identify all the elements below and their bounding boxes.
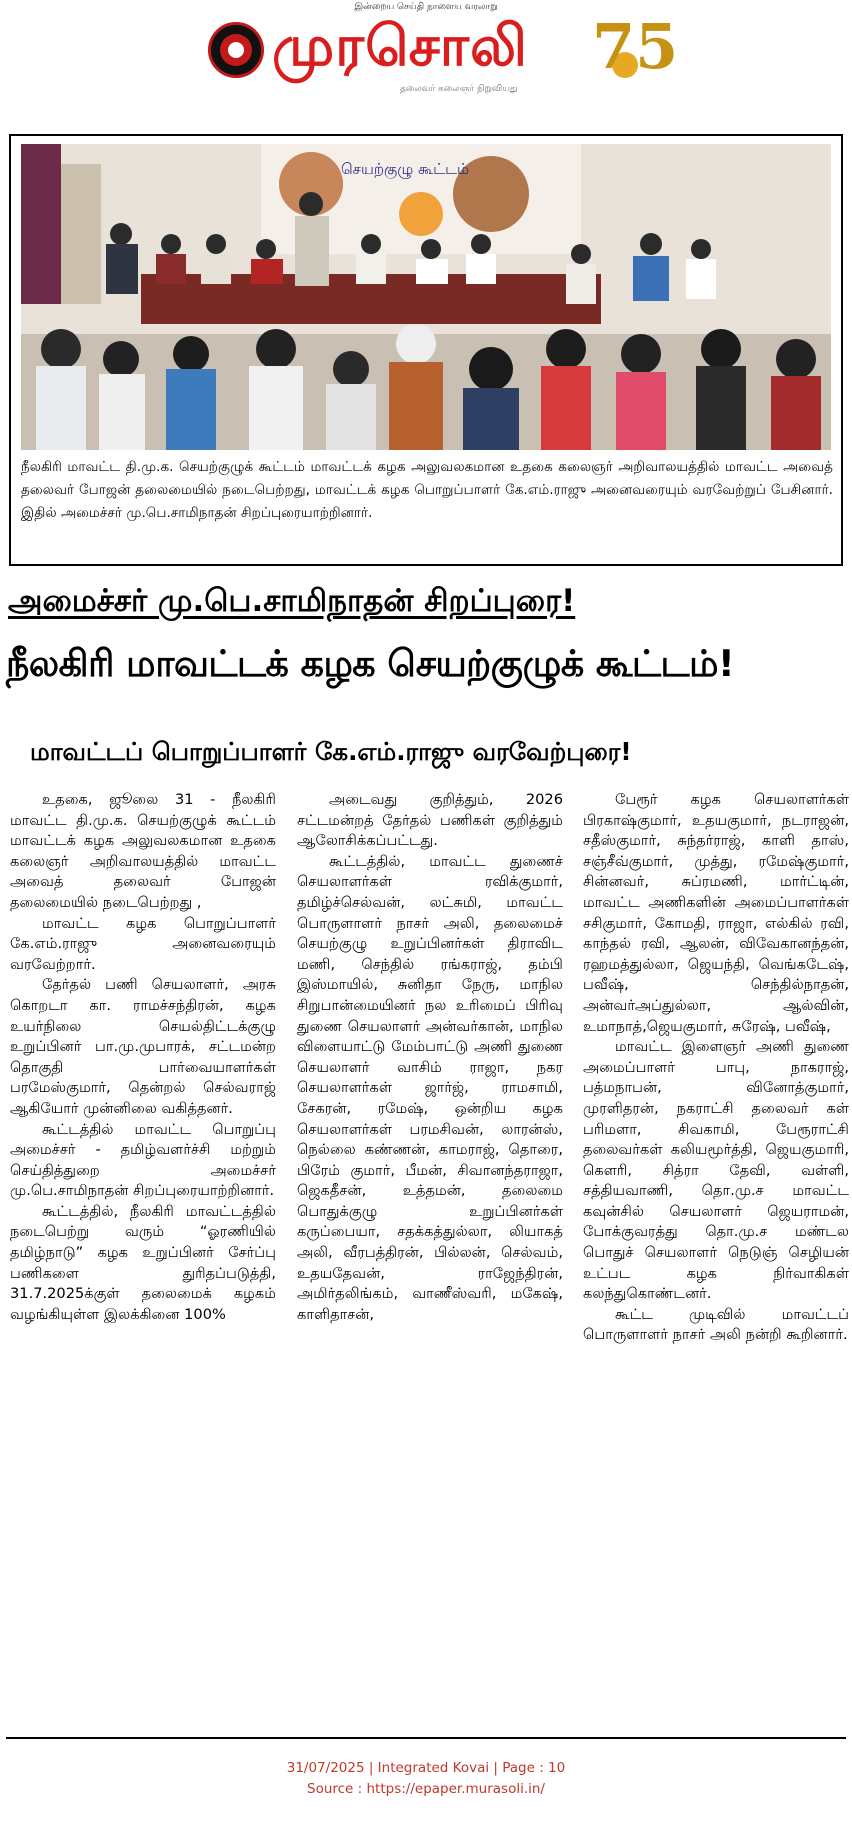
photo-caption: நீலகிரி மாவட்ட தி.மு.க. செயற்குழுக் கூட்டம் மாவட்டக் கழக அலுவலகமான உதகை கலைஞர் அறிவாலயத்தில் மாவட்ட அவைத் தலைவர் போஜன் தலைமையில் நடைபெற்றது, மாவட்டக் கழக பொறுப்பாளர் கே.எம்.ராஜு அனைவரையும் வரவேற்றுப் பேசினார். இதில் அமைச்சர் மு.பெ.சாமிநாதன் சிறப்புரையாற்றினார். (21, 459, 833, 521)
masthead-tagline: இன்றைய செய்தி நாளைய வரலாறு (354, 2, 498, 12)
article-paragraph: கூட்ட முடிவில் மாவட்டப் பொருளாளர் நாசர் அலி நன்றி கூறினார். (583, 1305, 849, 1344)
article-paragraph: கூட்டத்தில் மாவட்ட பொறுப்பு அமைச்சர் - தமிழ்வளர்ச்சி மற்றும் செய்தித்துறை அமைச்சர் மு.பெ.சாமிநாதன் சிறப்புரையாற்றினார். (10, 1120, 276, 1200)
masthead-subtitle: தலைவர் கலைஞர் நிறுவியது (400, 84, 518, 94)
article-column-3 (583, 790, 849, 1346)
meeting-photo (21, 144, 831, 450)
footer-edition-info: 31/07/2025 | Integrated Kovai | Page : 10 (286, 1760, 566, 1776)
kicker-headline: அமைச்சர் மு.பெ.சாமிநாதன் சிறப்புரை! (8, 583, 576, 619)
footer-source (0, 1781, 852, 1797)
article-paragraph: தேர்தல் பணி செயலாளர், அரசு கொறடா கா. ராமச்சந்திரன், கழக உயர்நிலை செயல்திட்டக்குழு உறுப்பினர் பா.மு.முபாரக், சட்டமன்ற தொகுதி பார்வையாளர்கள் பரமேஸ்குமார், தென்றல் செல்வராஜ் ஆகியோர் முன்னிலை வகித்தனர். (10, 976, 276, 1117)
article-paragraph: அடைவது குறித்தும், 2026 சட்டமன்றத் தேர்தல் பணிகள் குறித்தும் ஆலோசிக்கப்பட்டது. (297, 791, 563, 850)
newspaper-title: முரசொலி (272, 14, 528, 79)
anniversary-number: 75 (592, 10, 679, 83)
sub-headline: மாவட்டப் பொறுப்பாளர் கே.எம்.ராஜு வரவேற்புரை! (30, 737, 632, 766)
article-paragraph: மாவட்ட கழக பொறுப்பாளர் கே.எம்.ராஜு அனைவரையும் வரவேற்றார். (10, 914, 276, 973)
source-link[interactable]: Source : https://epaper.murasoli.in/ (307, 1781, 545, 1797)
anniversary-badge (578, 10, 679, 92)
article-paragraph: மாவட்ட இளைஞர் அணி துணை அமைப்பாளர் பாபு, நாகராஜ், பத்மநாபன், வினோத்குமார், முரளிதரன், நகராட்சி தலைவர் கள் பரிமளா, சிவகாமி, பேரூராட்சி தலைவர்கள் கலியமூர்த்தி, ஜெயகுமாரி, கௌரி, சித்ரா தேவி, வள்ளி, சத்தியவாணி, தொ.மு.ச மாவட்ட கவுன்சில் செயலாளர் ஜெயராமன், போக்குவரத்து தொ.மு.ச மண்டல பொதுச் செயலாளர் நெடுஞ் செழியன் உட்பட கழக நிர்வாகிகள் கலந்துகொண்டனர். (583, 1038, 849, 1303)
article-paragraph: உதகை, ஜூலை 31 - நீலகிரி மாவட்ட தி.மு.க. செயற்குழுக் கூட்டம் மாவட்டக் கழக அலுவலகமான உதகை கலைஞர் அறிவாலயத்தில் மாவட்ட அவைத் தலைவர் போஜன் தலைமையில் நடைபெற்றது , (10, 791, 276, 911)
footer-divider (6, 1737, 846, 1739)
article-paragraph: கூட்டத்தில், நீலகிரி மாவட்டத்தில் நடைபெற்று வரும் “ஓரணியில் தமிழ்நாடு” கழக உறுப்பினர் சேர்ப்பு பணிகளை துரிதப்படுத்தி, 31.7.2025க்குள் தலைமைக் கழகம் வழங்கியுள்ள இலக்கினை 100% (10, 1202, 276, 1323)
banner-text: செயற்குழு கூட்டம் (341, 160, 470, 178)
photo-box (9, 134, 843, 566)
main-headline: நீலகிரி மாவட்டக் கழக செயற்குழுக் கூட்டம்! (6, 642, 735, 685)
party-emblem-logo (208, 22, 264, 78)
article-column-2 (297, 790, 563, 1325)
article-column-1 (10, 790, 276, 1325)
article-paragraph: கூட்டத்தில், மாவட்ட துணைச் செயலாளர்கள் ரவிக்குமார், தமிழ்ச்செல்வன், லட்சுமி, மாவட்ட பொருளாளர் நாசர் அலி, தலைமைச் செயற்குழு உறுப்பினர்கள் திராவிட மணி, செந்தில் ரங்கராஜ், தம்பி இஸ்மாயில், சுனிதா நேரு, மாநில சிறுபான்மையினர் நல உரிமைப் பிரிவு துணை செயலாளர் அன்வர்கான், மாநில விளையாட்டு மேம்பாட்டு அணி துணை செயலாளர் வாசிம் ராஜா, நகர செயலாளர்கள் ஜார்ஜ், ராமசாமி, சேகரன், ரமேஷ், ஒன்றிய கழக செயலாளர்கள் பரமசிவன், லாரன்ஸ், நெல்லை கண்ணன், காமராஜ், தொரை, பிரேம் குமார், பீமன், சிவானந்தராஜா, ஜெகதீசன், உத்தமன், தலைமை பொதுக்குழு உறுப்பினர்கள் கருப்பையா, சதக்கத்துல்லா, லியாகத் அலி, வீரபத்திரன், பில்லன், செல்வம், உதயதேவன், ராஜேந்திரன், அமிர்தலிங்கம், வாணீஸ்வரி, மகேஷ், காளிதாசன், (297, 852, 563, 1323)
article-paragraph: பேரூர் கழக செயலாளர்கள் பிரகாஷ்குமார், உதயகுமார், நடராஜன், சதீஸ்குமார், சுந்தர்ராஜ், காளி தாஸ், சஞ்சீவ்குமார், முத்து, ரமேஷ்குமார், சின்னவர், சுப்ரமணி, மார்ட்டின், மாவட்ட அணிகளின் அமைப்பாளர்கள் சசிகுமார், கோமதி, ராஜா, எல்கில் ரவி, காந்தல் ரவி, ஆலன், விவேகானந்தன், ரஹமத்துல்லா, ஜெயந்தி, வெங்கடேஷ், பவீஷ், செந்தில்நாதன், அன்வர்அப்துல்லா, ஆல்வின், உமாநாத்,ஜெயகுமார், சுரேஷ், பவீஷ், (583, 791, 849, 1035)
article-body (10, 790, 849, 1840)
